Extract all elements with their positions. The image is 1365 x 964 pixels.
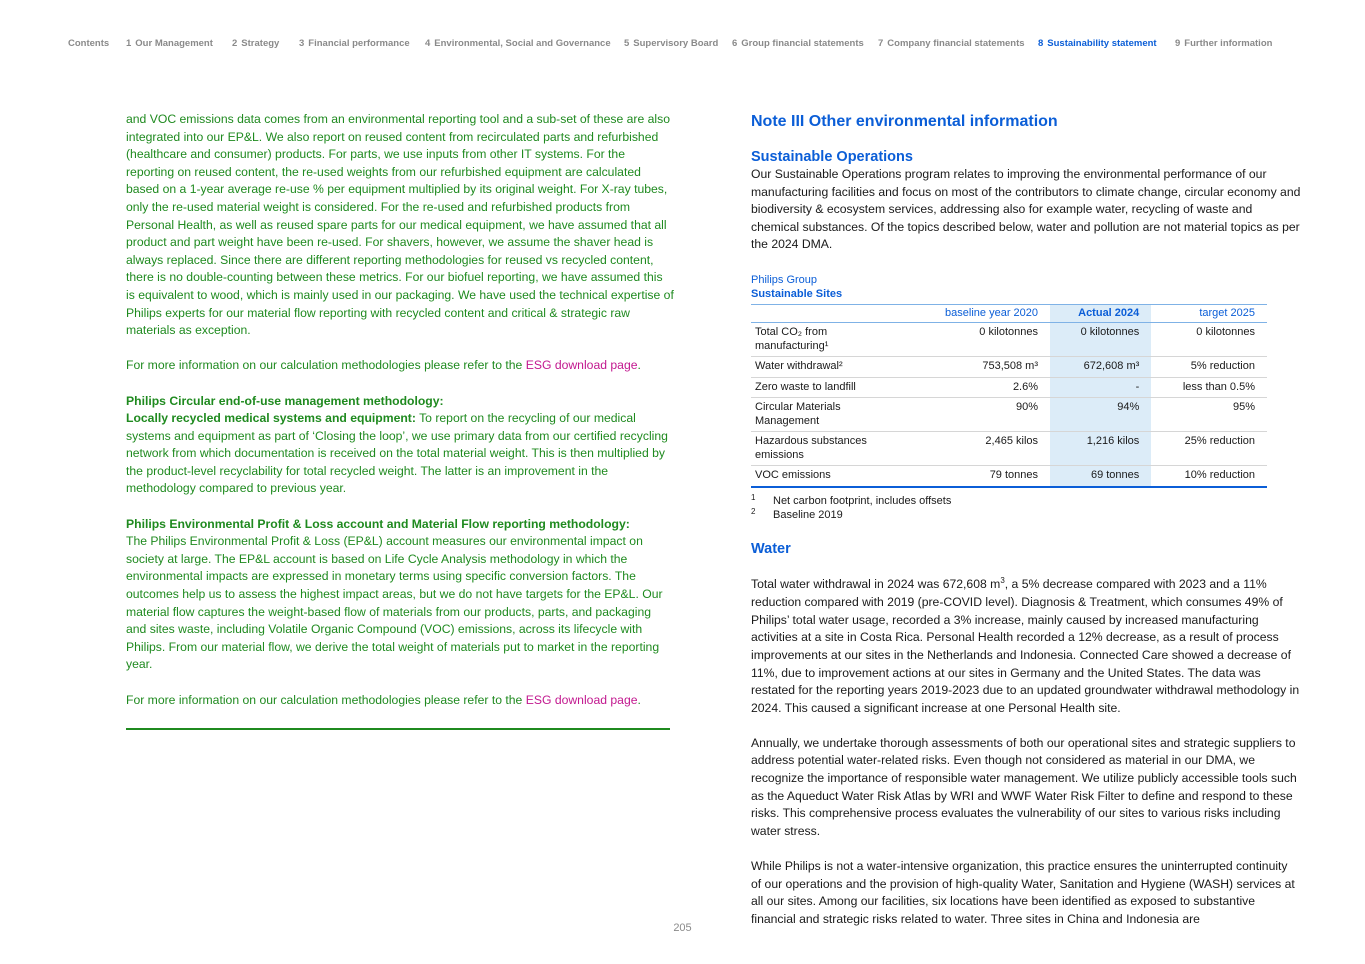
table-header-row xyxy=(751,304,1267,323)
sustainable-operations-heading: Sustainable Operations xyxy=(751,149,913,165)
water-paragraph-3: While Philips is not a water-intensive organization, this practice ensures the uninterrupted continuity of our operations and the provision of high-quality Water, Sanitation and Hygiene (WASH) services at all our sites. Among our facilities, six locations have been identified as exposed to substantive financial and strategic risks related to water. Three sites in China and Indonesia are xyxy=(751,859,1295,926)
water-heading: Water xyxy=(751,540,791,557)
note-title: Note III Other environmental information xyxy=(751,113,1058,130)
footnote-text: Baseline 2019 xyxy=(773,508,843,521)
section-divider xyxy=(126,728,670,730)
epl-methodology-heading: Philips Environmental Profit & Loss account and Material Flow reporting methodology: xyxy=(126,516,630,531)
baseline-value: 2.6% xyxy=(907,377,1050,398)
table-row xyxy=(751,323,1267,357)
footnote-mark: 2 xyxy=(751,506,756,516)
nav-number: 3 xyxy=(299,38,305,49)
more-info-text: For more information on our calculation methodologies please refer to the xyxy=(126,358,526,373)
target-value: less than 0.5% xyxy=(1151,377,1267,398)
nav-label: Environmental, Social and Governance xyxy=(434,38,611,49)
header-actual: Actual 2024 xyxy=(1050,304,1151,323)
nav-number: 4 xyxy=(425,38,431,49)
water-paragraph-2: Annually, we undertake thorough assessments of both our operational sites and strategic suppliers to address potential water-related risks. Even though not considered as material in our DMA, we recognize the importance of responsible water management. We utilize publicly accessible tools such as the Aqueduct Water Risk Atlas by WRI and WWF Water Risk Filter to define and respond to these risks. This comprehensive process evaluates the vulnerability of our sites to various risks including water stress. xyxy=(751,735,1297,838)
table-caption-title: Sustainable Sites xyxy=(751,287,843,300)
footnote-text: Net carbon footprint, includes offsets xyxy=(773,494,952,507)
row-label: Zero waste to landfill xyxy=(751,377,907,398)
target-value: 95% xyxy=(1151,398,1267,432)
nav-company-financial-statements[interactable] xyxy=(878,38,1025,49)
target-value: 5% reduction xyxy=(1151,357,1267,378)
actual-value: 672,608 m³ xyxy=(1050,357,1151,378)
actual-value: 94% xyxy=(1050,398,1151,432)
row-label: Circular Materials Management xyxy=(751,398,907,432)
footnote xyxy=(751,494,1301,508)
header-baseline: baseline year 2020 xyxy=(907,304,1050,323)
target-value: 25% reduction xyxy=(1151,432,1267,466)
esg-download-link-2[interactable]: ESG download page xyxy=(525,692,638,707)
page-number: 205 xyxy=(673,922,692,934)
left-column xyxy=(126,111,674,709)
header-label xyxy=(751,304,907,323)
actual-value: 0 kilotonnes xyxy=(1050,323,1151,357)
table-row xyxy=(751,377,1267,398)
table-row xyxy=(751,398,1267,432)
nav-number: 9 xyxy=(1175,38,1181,49)
table-row xyxy=(751,432,1267,466)
baseline-value: 2,465 kilos xyxy=(907,432,1050,466)
sustainable-sites-table xyxy=(751,304,1267,488)
header-target: target 2025 xyxy=(1151,304,1267,323)
nav-label: Company financial statements xyxy=(887,38,1025,49)
baseline-value: 90% xyxy=(907,398,1050,432)
nav-sustainability-statement[interactable] xyxy=(1038,38,1157,49)
water-paragraph-1 xyxy=(751,572,1301,717)
footnote-mark: 1 xyxy=(751,492,756,502)
table-row xyxy=(751,357,1267,378)
table-caption-group: Philips Group xyxy=(751,273,818,286)
reused-content-paragraph: and VOC emissions data comes from an environmental reporting tool and a sub-set of these are also integrated into our EP&L. We also report on reused content from recirculated parts and refurbished (healthcare and consumer) products. For parts, we use inputs from other IT systems. For the reporting on reused content, the re-used weights from our refurbished equipment are calculated based on a 1-year average re-use % per equipment multiplied by its original weight. For X-ray tubes, only the re-used material weight is considered. For the re-used and refurbished products from Personal Health, as well as reused spare parts for our medical equipment, we have assumed that all product and part weight have been re-used. For shavers, however, we assume the shaver head is always replaced. Since there are different reporting methodologies for reused vs recycled content, there is no double-counting between these metrics. For our biofuel reporting, we have assumed this is equivalent to wood, which is mainly used in our packaging. We have used the technical expertise of Philips experts for our material flow reporting with recycled content and critical & strategic raw materials as exception. xyxy=(126,112,674,338)
baseline-value: 79 tonnes xyxy=(907,466,1050,487)
nav-label: Contents xyxy=(68,38,110,49)
top-navigation xyxy=(68,38,1325,54)
row-label: Total CO₂ from manufacturing¹ xyxy=(751,323,907,357)
circular-bold-lead: Locally recycled medical systems and equipment: xyxy=(126,411,416,426)
water-text-a: Total water withdrawal in 2024 was 672,608 m xyxy=(751,577,1001,592)
nav-label: Sustainability statement xyxy=(1047,38,1157,49)
more-info-text: For more information on our calculation methodologies please refer to the xyxy=(126,692,526,707)
row-label: VOC emissions xyxy=(751,466,907,487)
nav-number: 7 xyxy=(878,38,884,49)
row-label: Water withdrawal² xyxy=(751,357,907,378)
nav-esg[interactable] xyxy=(425,38,611,49)
target-value: 0 kilotonnes xyxy=(1151,323,1267,357)
nav-label: Strategy xyxy=(241,38,280,49)
table-footnotes xyxy=(751,494,1301,522)
nav-further-information[interactable] xyxy=(1175,38,1272,49)
more-info-suffix: . xyxy=(637,358,641,373)
nav-supervisory-board[interactable] xyxy=(624,38,718,49)
table-row xyxy=(751,466,1267,487)
more-info-suffix: . xyxy=(637,692,641,707)
nav-label: Group financial statements xyxy=(741,38,864,49)
epl-methodology-paragraph: The Philips Environmental Profit & Loss (EP&L) account measures our environmental impact on society at large. The EP&L account is based on Life Cycle Analysis methodology in which the environmental impacts are expressed in monetary terms using specific conversion factors. The outcomes help us to assess the highest impact areas, but we do not have targets for the EP&L. Our material flow captures the weight-based flow of materials from our products, parts, and packaging and sites waste, including Volatile Organic Compound (VOC) emissions, across its lifecycle with Philips. From our material flow, we derive the total weight of materials put to market in the reporting year. xyxy=(126,534,663,672)
nav-label: Financial performance xyxy=(308,38,410,49)
actual-value: 69 tonnes xyxy=(1050,466,1151,487)
nav-number: 8 xyxy=(1038,38,1044,49)
baseline-value: 753,508 m³ xyxy=(907,357,1050,378)
nav-strategy[interactable] xyxy=(232,38,279,49)
circular-methodology-heading: Philips Circular end-of-use management methodology: xyxy=(126,393,444,408)
row-label: Hazardous substances emissions xyxy=(751,432,907,466)
more-info-paragraph-2 xyxy=(126,692,674,710)
nav-number: 2 xyxy=(232,38,238,49)
footnote xyxy=(751,508,1301,522)
sustainable-operations-paragraph: Our Sustainable Operations program relates to improving the environmental performance of our manufacturing facilities and focus on most of the contributors to climate change, circular economy and biodiversity & ecosystem services, addressing also for example water, recycling of waste and chemical substances. Of the topics described below, water and pollution are not material topics as per the 2024 DMA. xyxy=(751,167,1301,252)
nav-number: 6 xyxy=(732,38,738,49)
cubic-superscript: 3 xyxy=(1000,576,1005,586)
target-value: 10% reduction xyxy=(1151,466,1267,487)
nav-contents[interactable] xyxy=(68,38,109,49)
circular-text: To report on the recycling of our medical systems and equipment as part of ‘Closing the loop’, we use primary data from our certified recycling network from which documentation is received on the total material weight. This is then multiplied by the product-level recyclability for total recycled weight. The latter is an improvement in the methodology compared to previous year. xyxy=(126,411,668,496)
actual-value: - xyxy=(1050,377,1151,398)
water-text-b: , a 5% decrease compared with 2023 and a 11% reduction compared with 2019 (pre-COVID level). Diagnosis & Treatment, which consumes 49% of Philips’ total water usage, recorded a 3% increase, mainly caused by increased manufacturing activities at a site in Costa Rica. Personal Health recorded a 12% decrease, as a result of process improvements at our sites in the Netherlands and Indonesia. Connected Care showed a decrease of 11%, due to improvement actions at our sites in Germany and the United States. The data was restated for the reporting years 2019-2023 due to an updated groundwater withdrawal methodology in 2024. This caused a significant increase at one Personal Health site. xyxy=(751,577,1300,715)
actual-value: 1,216 kilos xyxy=(1050,432,1151,466)
nav-number: 1 xyxy=(126,38,132,49)
circular-methodology-paragraph xyxy=(126,410,674,498)
nav-our-management[interactable] xyxy=(126,38,213,49)
more-info-paragraph xyxy=(126,357,674,375)
nav-group-financial-statements[interactable] xyxy=(732,38,864,49)
right-column xyxy=(751,111,1301,928)
nav-label: Our Management xyxy=(135,38,213,49)
nav-number: 5 xyxy=(624,38,630,49)
esg-download-link[interactable]: ESG download page xyxy=(525,358,638,373)
baseline-value: 0 kilotonnes xyxy=(907,323,1050,357)
nav-label: Supervisory Board xyxy=(633,38,719,49)
nav-label: Further information xyxy=(1184,38,1273,49)
nav-financial-performance[interactable] xyxy=(299,38,410,49)
